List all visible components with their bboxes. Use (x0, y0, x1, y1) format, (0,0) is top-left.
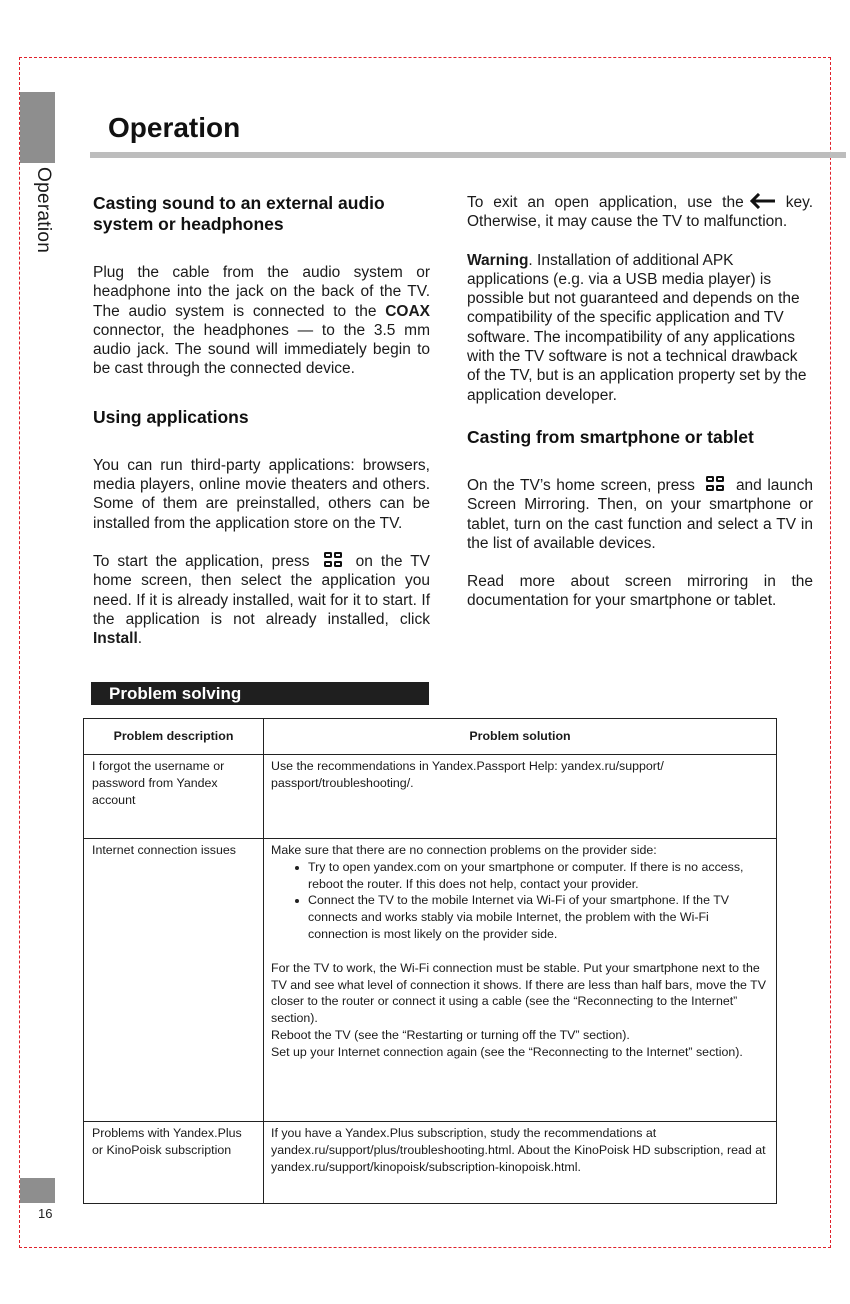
title-rule (90, 152, 846, 158)
right-column (467, 193, 813, 611)
casting-sound-text: Plug the cable from the audio system or headphone into the jack on the back of the TV. The audio system is connected to the COAX connector, the headphones — to the 3.5 mm audio jack. The sound will immediately begin to be cast through the connected device. (93, 264, 430, 378)
using-apps-paragraph-1: You can run third-party applications: browsers, media players, online movie theaters and others. Some of them are preinstalled, others can be installed from the application store on the TV. (93, 456, 430, 532)
solution-bullet: Connect the TV to the mobile Internet via Wi-Fi of your smartphone. If the TV connects and works stably via mobile Internet, the problem with the Wi-Fi connection is most likely on the provider side. (295, 892, 769, 942)
left-column (93, 193, 430, 648)
table-row (84, 1122, 777, 1204)
table-row (84, 839, 777, 1122)
solution-bullet: Try to open yandex.com on your smartphone or computer. If there is no access, reboot the router. If this does not help, contact your provider. (295, 859, 769, 893)
problem-solution-cell: Use the recommendations in Yandex.Passport Help: yandex.ru/support/ passport/troubleshooting/. (264, 755, 777, 839)
heading-using-applications: Using applications (93, 406, 249, 427)
back-arrow-icon (750, 193, 776, 209)
heading-casting-sound: Casting sound to an external audio system or headphones (93, 193, 385, 234)
column-header-solution: Problem solution (264, 719, 777, 755)
page-title: Operation (108, 112, 241, 143)
warning-note: Warning. Installation of additional APK applications (e.g. via a USB media player) is possible but not guaranteed and depends on the compatibility of the specific application and TV software. The incompatibility of any applications with the TV software is not a technical drawback of the TV, but is an application property set by the application developer. (467, 251, 807, 404)
problem-solution-cell: Make sure that there are no connection problems on the provider side: Try to open yandex.com on your smartphone or computer. If there is no access, reboot the router. If this does not help, contact your provider. Connect the TV to the mobile Internet via Wi-Fi of your smartphone. If the TV connects and works stably via mobile Internet, the problem with the Wi-Fi connection is most likely on the provider side. For the TV to work, the Wi-Fi connection must be stable. Put your smartphone next to the TV and see what level of connection it shows. If there are less than half bars, move the TV closer to the router or connect it using a cable (see the “Reconnecting to the Internet” section). Reboot the TV (see the “Restarting or turning off the TV” section). Set up your Internet connection again (see the “Reconnecting to the Internet” section). (264, 839, 777, 1122)
casting-phone-paragraph-1: On the TV’s home screen, press and launch Screen Mirroring. Then, on your smartphone or tablet, turn on the cast function and select a TV in the list of available devices. (467, 476, 814, 552)
apps-grid-icon (704, 476, 726, 491)
heading-casting-phone: Casting from smartphone or tablet (467, 426, 754, 447)
using-apps-paragraph-2: To start the application, press on the TV home screen, then select the application you need. If it is already installed, wait for it to start. If the application is not already installed, click Install. (93, 552, 431, 648)
page-number: 16 (38, 1206, 53, 1221)
casting-phone-paragraph-2: Read more about screen mirroring in the documentation for your smartphone or tablet. (467, 573, 813, 610)
apps-grid-icon (322, 552, 344, 567)
install-label: Install (93, 630, 138, 648)
problem-solving-table (83, 718, 777, 1204)
problem-solution-cell: If you have a Yandex.Plus subscription, study the recommendations at yandex.ru/support/plus/troubleshooting.html. About the KinoPoisk HD subscription, read at yandex.ru/support/kinopoisk/subscription-kinopoisk.html. (264, 1122, 777, 1204)
problem-description-cell: I forgot the username or password from Yandex account (84, 755, 264, 839)
side-tab-marker (20, 92, 55, 163)
footer-tab-marker (20, 1178, 55, 1203)
problem-description-cell: Problems with Yandex.Plus or KinoPoisk subscription (84, 1122, 264, 1204)
exit-note: To exit an open application, use the key. Otherwise, it may cause the TV to malfunction. (467, 194, 813, 231)
side-section-label: Operation (33, 167, 54, 254)
problem-solving-banner: Problem solving (91, 682, 429, 705)
warning-label: Warning (467, 251, 529, 269)
problem-description-cell: Internet connection issues (84, 839, 264, 1122)
column-header-description: Problem description (84, 719, 264, 755)
solution-bullet-list (295, 859, 769, 943)
table-row (84, 755, 777, 839)
table-header-row (84, 719, 777, 755)
coax-label: COAX (385, 302, 430, 320)
